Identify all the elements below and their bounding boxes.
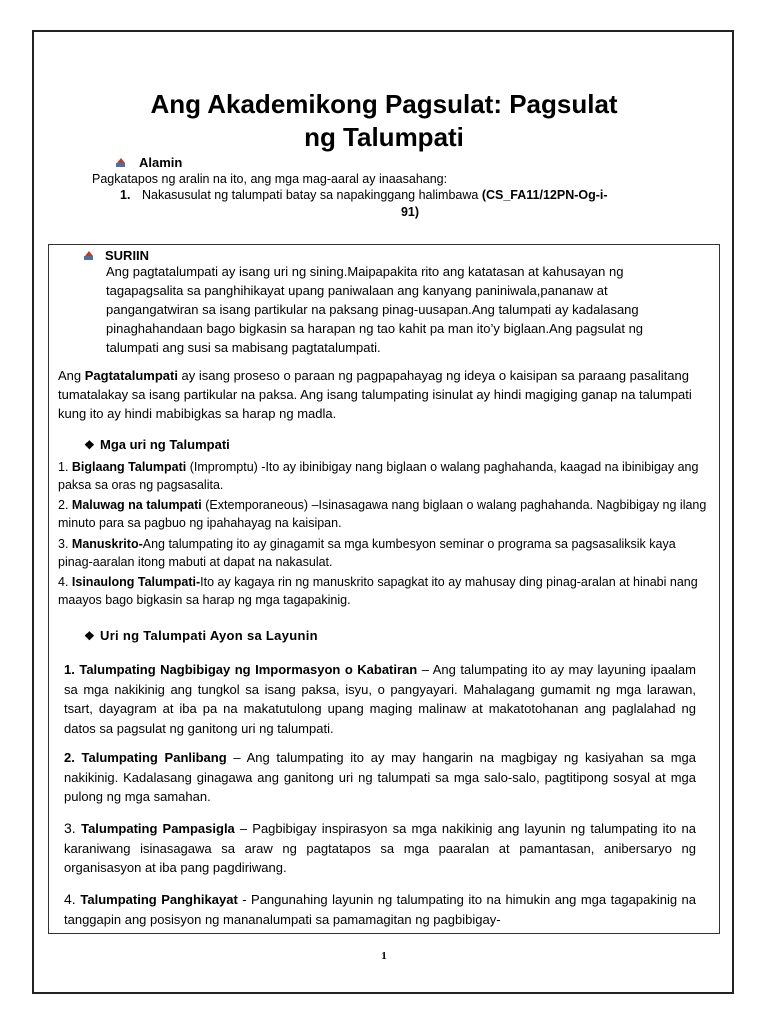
list-item: 3. Talumpating Pampasigla – Pagbibigay inspirasyon sa mga nakikinig ang layunin ng talumpating ito na karaniwang isinasagawa sa araw ng pagtatapos sa mga paaralan at pamantasan, anibersaryo ng organisasyon at iba pang pagdiriwang. xyxy=(64,820,696,875)
page-number: 1 xyxy=(381,950,387,962)
diamond-bullet-icon: ❖ xyxy=(84,629,96,643)
list-item: 1. Biglaang Talumpati (Impromptu) -Ito ay ibinibigay nang biglaan o walang paghahanda, kaagad na ibinibigay ang paksa sa oras ng pagsasalita. xyxy=(58,460,699,492)
suriin-paragraph-2: Ang Pagtatalumpati ay isang proseso o paraan ng pagpapahayag ng ideya o kaisipan sa paraang pasalitang tumatalakay sa isang partikular na paksa. Ang isang talumpating isinulat ay hindi magiging ganap na talumpati kung ito ay hindi mabibigkas sa harap ng madla. xyxy=(58,368,692,421)
suriin-paragraph-1: Ang pagtatalumpati ay isang uri ng sining.Maipapakita rito ang katatasan at kahusayan ng tagapagsalita sa panghihikayat upang paniwalaan ang kanyang paniniwala,pananaw at pangangatwiran sa isang partikular na paksang pinag-uusapan.Ang talumpati ay kadalasang pinaghahandaan bago bigkasin sa harapan ng tao kahit pa man ito’y biglaan.Ang pagsulat ng talumpati ang susi sa mabisang pagtatalumpati. xyxy=(106,264,644,355)
suriin-heading: SURIIN xyxy=(84,248,149,263)
list-item: 1. Talumpating Nagbibigay ng Impormasyon o Kabatiran – Ang talumpating ito ay may layuning ipaalam sa mga nakikinig ang tungkol sa isang paksa, isyu, o pangyayari. Mahalagang gumamit ng mga larawan, tsart, dayagram at iba pa na makatutulong upang maging malinaw at makatotohanan ang paglalahad ng datos sa pagsulat ng ganitong uri ng talumpati. xyxy=(64,662,696,736)
diamond-bullet-icon: ❖ xyxy=(84,438,95,452)
list-item: 4. Talumpating Panghikayat - Pangunahing layunin ng talumpating ito na himukin ang mga tagapakinig na tanggapin ang posisyon ng mananalumpati sa pamamagitan ng pagbibigay- xyxy=(64,891,696,927)
list-item: 2. Maluwag na talumpati (Extemporaneous) –Isinasagawa nang biglaan o walang paghahanda. Nagbibigay ng ilang minuto para sa pagbuo ng ipahahayag na kaisipan. xyxy=(58,498,707,530)
layunin-heading: ❖ Uri ng Talumpati Ayon sa Layunin xyxy=(84,628,318,643)
list-item: 2. Talumpating Panlibang – Ang talumpating ito ay may hangarin na magbigay ng kasiyahan sa mga nakikinig. Kadalasang ginagawa ang ganitong uri ng talumpati sa mga salo-salo, pagtitipong sosyal at mga pulong ng mga samahan. xyxy=(64,750,696,804)
alamin-intro: Pagkatapos ng aralin na ito, ang mga mag-aaral ay inaasahang: xyxy=(92,172,448,186)
list-item: 3. Manuskrito-Ang talumpating ito ay ginagamit sa mga kumbesyon seminar o programa sa pagsasaliksik kaya pinag-aaralan itong mabuti at dapat na nakasulat. xyxy=(58,537,676,569)
bullet-icon xyxy=(84,251,93,260)
bullet-icon xyxy=(116,158,125,167)
list-item: 4. Isinaulong Talumpati-Ito ay kagaya rin ng manuskrito sapagkat ito ay mahusay ding pinag-aralan at hinabi nang maayos bago bigkasin sa harap ng mga tagapakinig. xyxy=(58,575,698,607)
page-title: Ang Akademikong Pagsulat: Pagsulat ng Talumpati xyxy=(150,89,618,152)
uri-heading: ❖ Mga uri ng Talumpati xyxy=(84,437,230,452)
alamin-heading: Alamin xyxy=(116,155,182,170)
objective: 1. Nakasusulat ng talumpati batay sa napakinggang halimbawa (CS_FA11/12PN-Og-i- 91) xyxy=(120,188,608,219)
